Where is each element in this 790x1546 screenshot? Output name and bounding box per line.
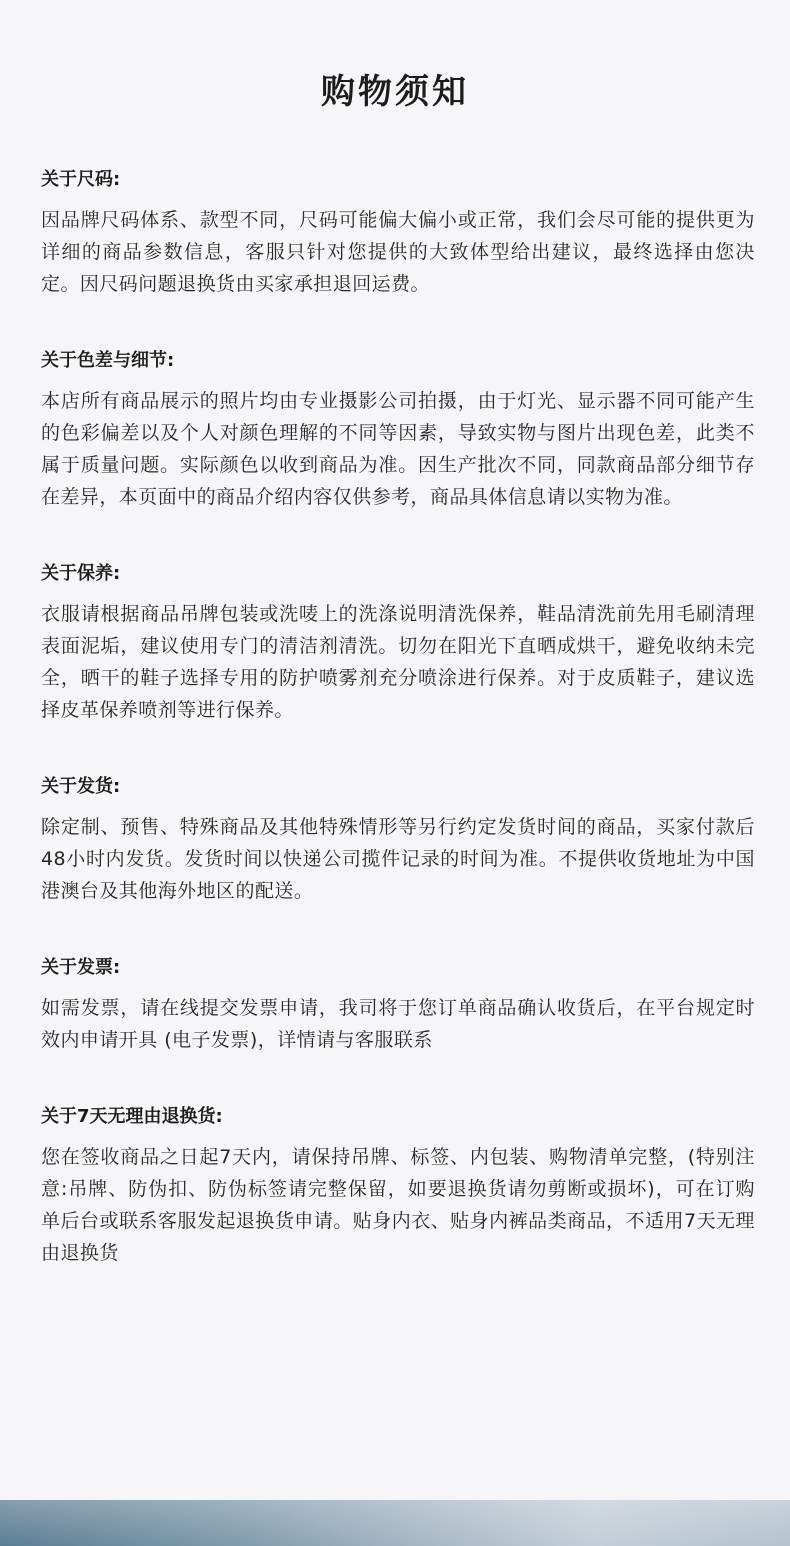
section-body: 衣服请根据商品吊牌包装或洗唛上的洗涤说明清洗保养，鞋品清洗前先用毛刷清理表面泥垢，建议使用专门的清洁剂清洗。切勿在阳光下直晒成烘干，避免收纳未完全，晒干的鞋子选择专用的防护喷雾剂充分喷涂进行保养。对于皮质鞋子，建议选择皮革保养喷剂等进行保养。	[41, 603, 755, 721]
section-care	[41, 562, 755, 726]
section-shipping	[41, 775, 755, 907]
section-body: 如需发票，请在线提交发票申请，我司将于您订单商品确认收货后，在平台规定时效内申请开具 (电子发票)，详情请与客服联系	[41, 997, 755, 1051]
footer-image-strip	[0, 1500, 790, 1546]
section-heading: 关于色差与细节:	[41, 350, 175, 371]
section-color-detail	[41, 349, 755, 513]
section-heading: 关于保养:	[41, 563, 121, 584]
footer-haze-overlay	[0, 1500, 790, 1546]
section-heading: 关于7天无理由退换货:	[41, 1106, 223, 1127]
section-size	[41, 168, 755, 300]
section-body: 您在签收商品之日起7天内，请保持吊牌、标签、内包装、购物清单完整，(特别注意:吊牌、防伪扣、防伪标签请完整保留，如要退换货请勿剪断或损坏)，可在订购单后台或联系客服发起退换货申请。贴身内衣、贴身内裤品类商品，不适用7天无理由退换货	[41, 1146, 755, 1264]
section-body: 本店所有商品展示的照片均由专业摄影公司拍摄，由于灯光、显示器不同可能产生的色彩偏差以及个人对颜色理解的不同等因素，导致实物与图片出现色差，此类不属于质量问题。实际颜色以收到商品为准。因生产批次不同，同款商品部分细节存在差异，本页面中的商品介绍内容仅供参考，商品具体信息请以实物为准。	[41, 390, 755, 508]
section-body: 除定制、预售、特殊商品及其他特殊情形等另行约定发货时间的商品，买家付款后48小时内发货。发货时间以快递公司揽件记录的时间为准。不提供收货地址为中国港澳台及其他海外地区的配送。	[41, 816, 755, 902]
notice-sections	[41, 168, 755, 1318]
section-heading: 关于发票:	[41, 957, 121, 978]
section-invoice	[41, 956, 755, 1056]
page-title: 购物须知	[321, 72, 469, 112]
section-heading: 关于尺码:	[41, 169, 121, 190]
section-heading: 关于发货:	[41, 776, 121, 797]
section-body: 因品牌尺码体系、款型不同，尺码可能偏大偏小或正常，我们会尽可能的提供更为详细的商品参数信息，客服只针对您提供的大致体型给出建议，最终选择由您决定。因尺码问题退换货由买家承担退回运费。	[41, 209, 755, 295]
section-returns	[41, 1105, 755, 1269]
